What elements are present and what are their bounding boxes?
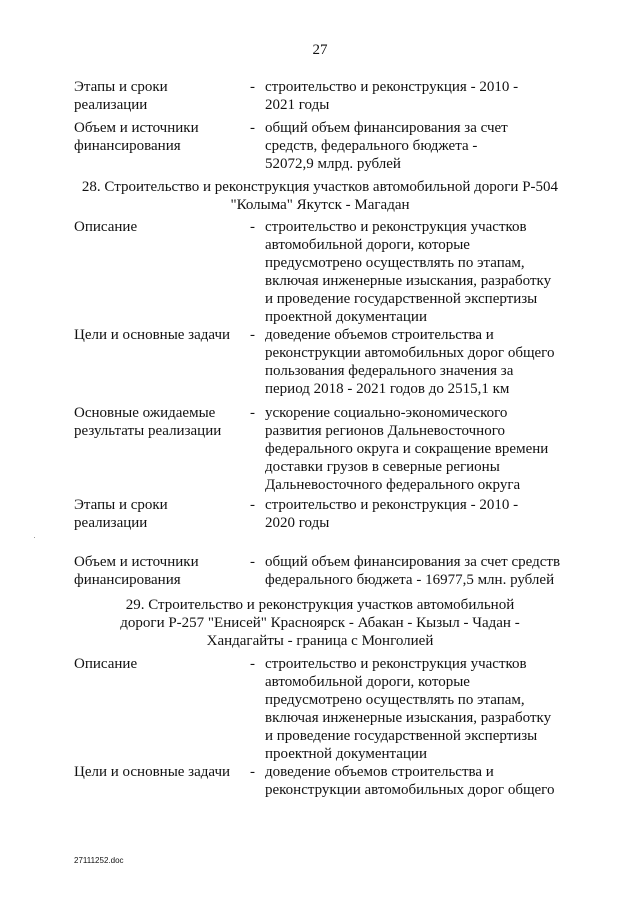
row-value: общий объем финансирования за счет средств федерального бюджета - 16977,5 млн. рублей <box>265 554 561 588</box>
scan-speck <box>34 537 35 538</box>
row-dash: - <box>250 554 255 570</box>
row-value: ускорение социально-экономического развития регионов Дальневосточного федерального округа и сокращение времени доставки грузов в северные регионы Дальневосточного федерального округа <box>265 405 549 493</box>
row-dash: - <box>250 219 255 235</box>
row-label: Описание <box>74 219 138 235</box>
row-dash: - <box>250 79 255 95</box>
row-label: Основные ожидаемые результаты реализации <box>74 405 222 439</box>
row-value: строительство и реконструкция - 2010 - 2021 годы <box>265 79 519 113</box>
row-dash: - <box>250 405 255 421</box>
row-dash: - <box>250 497 255 513</box>
row-dash: - <box>250 327 255 343</box>
page-number: 27 <box>312 42 328 58</box>
row-dash: - <box>250 120 255 136</box>
row-dash: - <box>250 656 255 672</box>
row-label: Объем и источники финансирования <box>74 120 199 154</box>
row-value: строительство и реконструкция участков автомобильной дороги, которые предусмотрено осуществлять по этапам, включая инженерные изыскания, разработку и проведение государственной экспертизы проектной документации <box>265 219 552 325</box>
section-heading-29: 29. Строительство и реконструкция участков автомобильной дороги Р-257 "Енисей" Красноярск - Абакан - Кызыл - Чадан - Хандагайты - граница с Монголией <box>120 597 520 649</box>
row-label: Этапы и сроки реализации <box>74 497 168 531</box>
row-value: общий объем финансирования за счет средств, федерального бюджета - 52072,9 млрд. рублей <box>265 120 508 172</box>
row-dash: - <box>250 764 255 780</box>
row-value: доведение объемов строительства и реконструкции автомобильных дорог общего пользования федерального значения за период 2018 - 2021 годов до 2515,1 км <box>265 327 555 397</box>
row-value: строительство и реконструкция - 2010 - 2020 годы <box>265 497 519 531</box>
row-value: доведение объемов строительства и реконструкции автомобильных дорог общего <box>265 764 555 798</box>
document-file-id: 27111252.doc <box>74 856 124 865</box>
row-label: Описание <box>74 656 138 672</box>
row-label: Объем и источники финансирования <box>74 554 199 588</box>
row-label: Цели и основные задачи <box>74 327 231 343</box>
row-label: Цели и основные задачи <box>74 764 231 780</box>
row-value: строительство и реконструкция участков автомобильной дороги, которые предусмотрено осуществлять по этапам, включая инженерные изыскания, разработку и проведение государственной экспертизы проектной документации <box>265 656 552 762</box>
row-label: Этапы и сроки реализации <box>74 79 168 113</box>
section-heading-28: 28. Строительство и реконструкция участков автомобильной дороги Р-504 "Колыма" Якутск - Магадан <box>81 179 559 213</box>
